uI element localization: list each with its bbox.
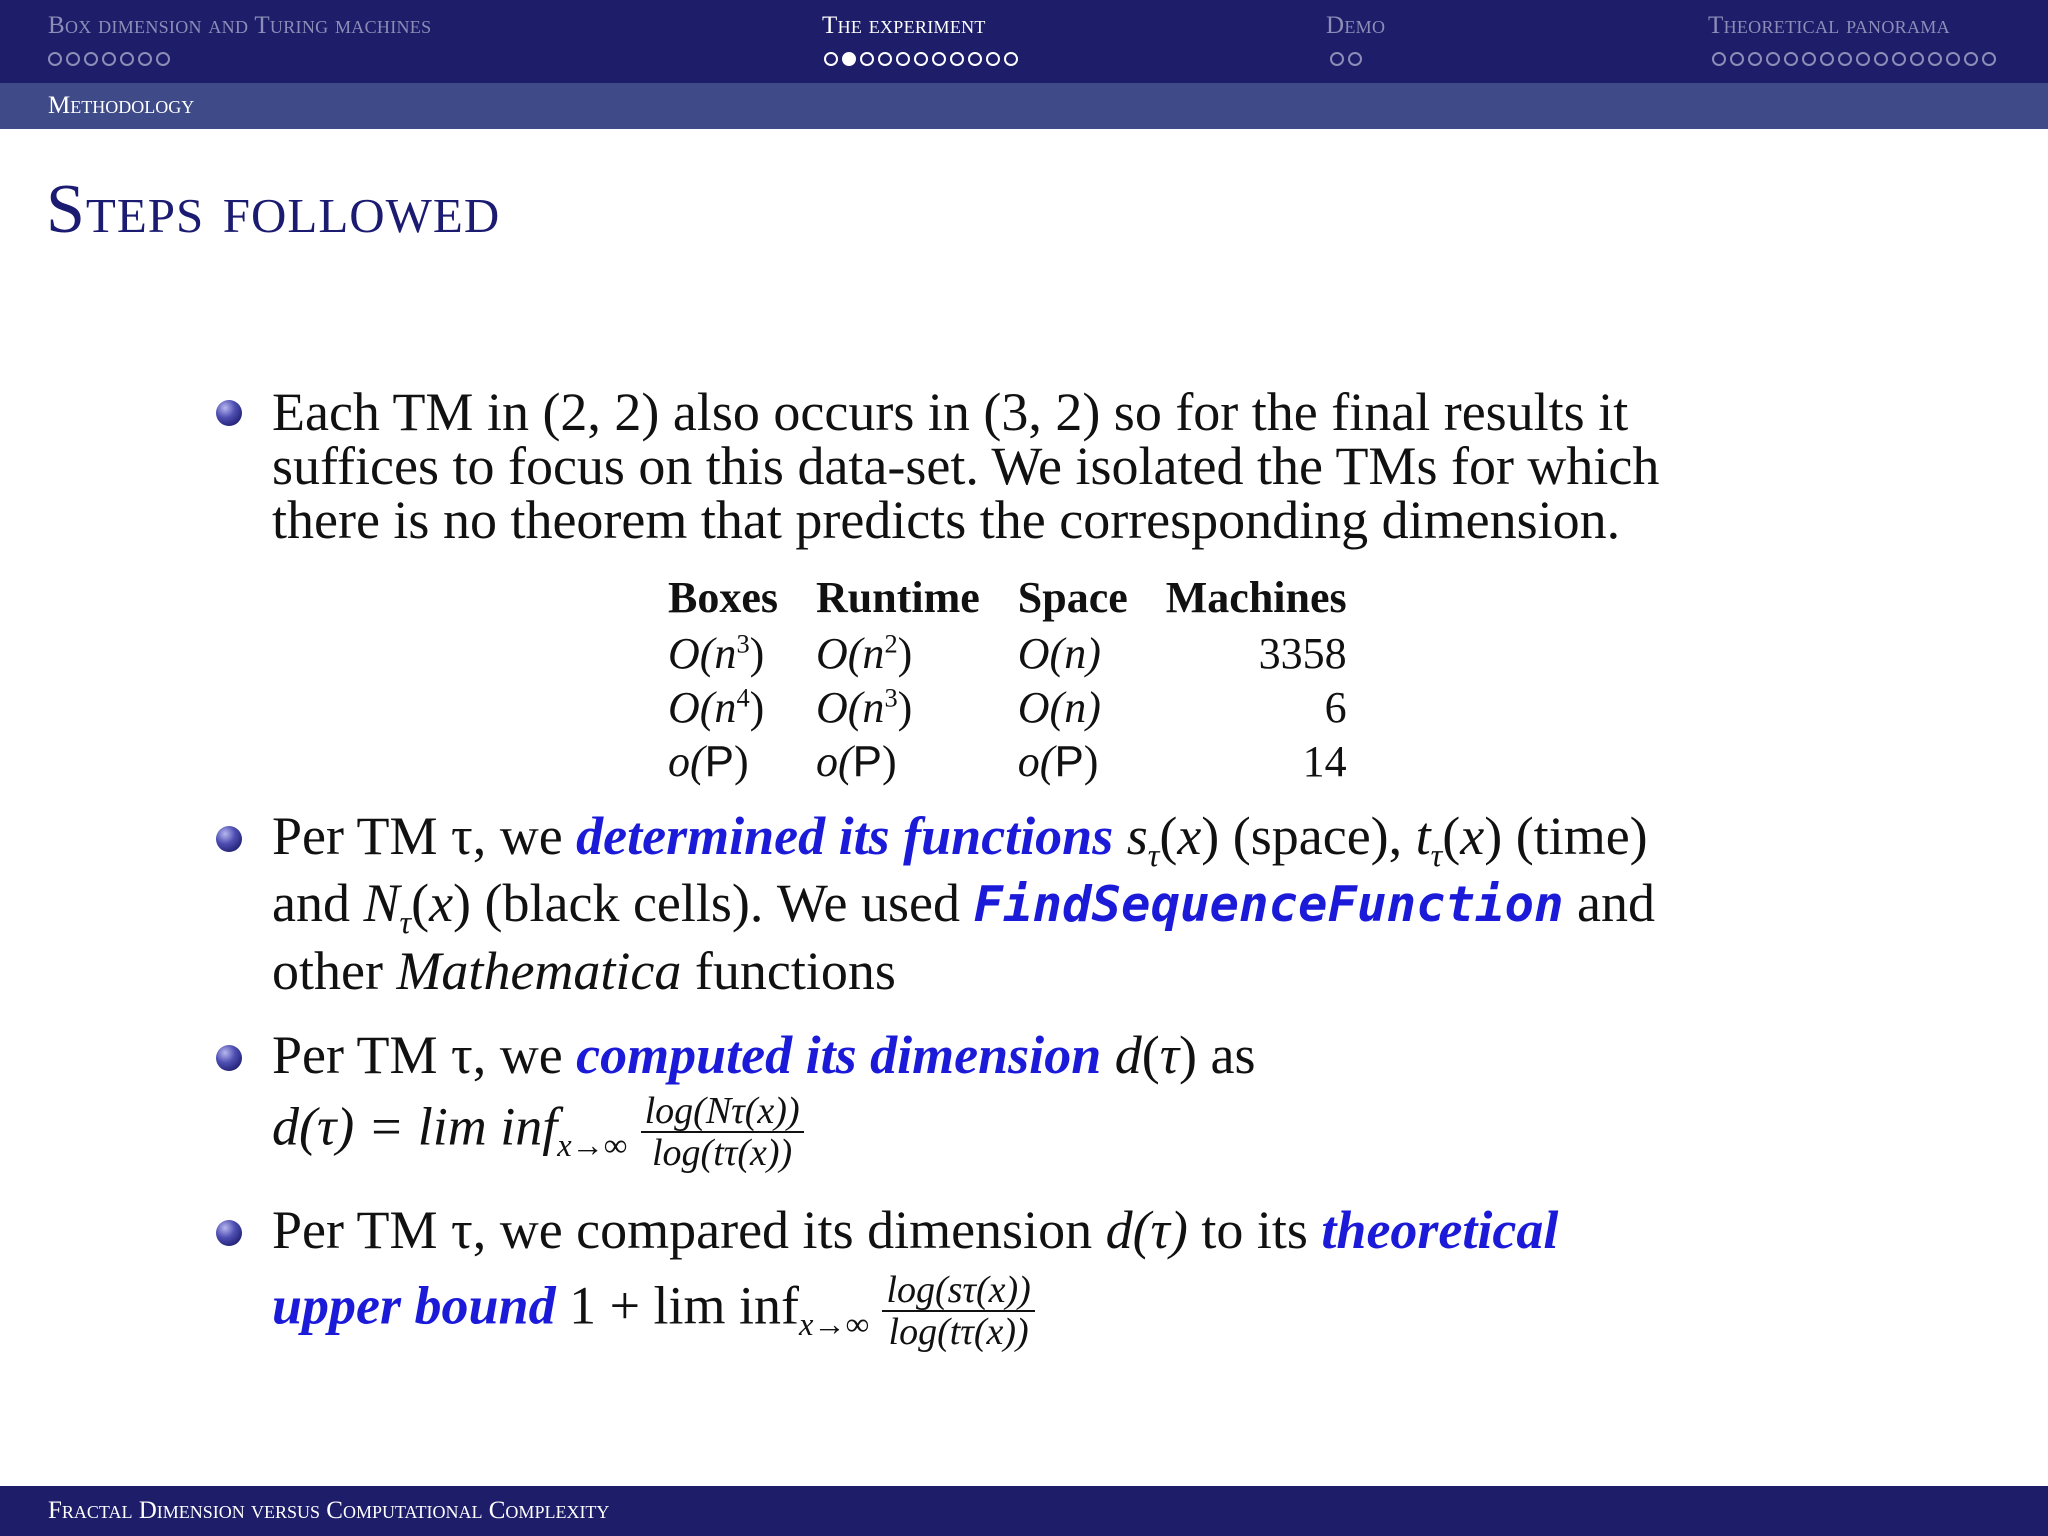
fraction: $\frac{\log(s\tau(x))}{\log(t\tau(x))}$ [882,1270,1034,1352]
cell-runtime: $O(n^2)$ [816,627,913,678]
bullet-4-line-2: upper bound 1 + lim inf$_{x\to\infty}$ $\frac{\log(s\tau(x))}{\log(t\tau(x))}$ [272,1270,1558,1352]
nav-dot[interactable] [1946,52,1960,66]
bullet-2-text [272,803,1655,1005]
nav-dot[interactable] [1730,52,1744,66]
nav-dots-experiment[interactable] [824,52,1018,66]
cell-space: O(n) [1017,628,1101,678]
nav-dot[interactable] [1748,52,1762,66]
nav-dot[interactable] [1910,52,1924,66]
cell-runtime: $O(n^3)$ [816,681,913,732]
nav-section-theoretical-panorama[interactable]: Theoretical panorama [1708,12,1950,39]
code-find-sequence-function: FindSequenceFunction [973,876,1564,933]
nav-dots-box-dimension[interactable] [48,52,170,66]
nav-section-box-dimension[interactable]: Box dimension and Turing machines [48,12,432,39]
nav-dot[interactable] [896,52,910,66]
nav-dot[interactable] [914,52,928,66]
bullet-2-line-3: other Mathematica functions [272,941,896,1001]
nav-dot[interactable] [878,52,892,66]
bullet-4-line-1: Per TM τ, we compared its dimension d(τ) to its theoretical [272,1200,1559,1260]
nav-dot[interactable] [1964,52,1978,66]
footer-bar [0,1486,2048,1536]
column-header-machines: Machines [1165,572,1347,622]
nav-section-experiment[interactable]: The experiment [822,12,986,39]
bullet-2-line-1: Per TM τ, we determined its functions $s_\tau(x)$ (space), $t_\tau(x)$ (time) [272,806,1648,874]
table-row [656,680,1373,734]
frame-title: Steps followed [46,171,501,248]
bullet-1-line-3: there is no theorem that predicts the corresponding dimension. [272,490,1621,550]
nav-dot[interactable] [842,52,856,66]
cell-boxes: $O(n^4)$ [668,681,765,732]
machines-table [656,568,1373,788]
nav-dot[interactable] [84,52,98,66]
nav-section-demo[interactable]: Demo [1326,12,1386,39]
nav-dot[interactable] [950,52,964,66]
footer-title: Fractal Dimension versus Computational Complexity [48,1497,610,1524]
bullet-3-formula: d(τ) = lim inf$_{x\to\infty}$ $\frac{\log(N\tau(x))}{\log(t\tau(x))}$ [272,1091,1256,1173]
bullet-1-line-2: suffices to focus on this data-set. We isolated the TMs for which [272,436,1660,496]
nav-dot[interactable] [138,52,152,66]
bullet-icon [216,826,242,852]
table-header-row [656,568,1373,626]
bullet-4-text [272,1197,1558,1352]
nav-dot[interactable] [48,52,62,66]
cell-runtime: o(P) [816,736,897,786]
cell-machines: 6 [1324,682,1347,732]
nav-dot[interactable] [1856,52,1870,66]
nav-dot[interactable] [1766,52,1780,66]
cell-machines: 14 [1302,736,1347,786]
bullet-1-text [272,382,1660,550]
nav-dot[interactable] [1348,52,1362,66]
nav-dot[interactable] [102,52,116,66]
nav-dot[interactable] [1330,52,1344,66]
bullet-2-line-2: and $N_\tau(x)$ (black cells). We used FindSequenceFunction and [272,873,1655,941]
emphasis-text: upper bound [272,1275,556,1336]
navigation-bar [0,0,2048,83]
nav-dot[interactable] [1820,52,1834,66]
fraction: $\frac{\log(N\tau(x))}{\log(t\tau(x))}$ [641,1091,804,1173]
nav-dot[interactable] [824,52,838,66]
subsection-label[interactable]: Methodology [48,92,195,119]
nav-dot[interactable] [1712,52,1726,66]
nav-dot[interactable] [1838,52,1852,66]
table-row [656,734,1373,788]
nav-dot[interactable] [1874,52,1888,66]
bullet-icon [216,400,242,426]
nav-dots-theoretical-panorama[interactable] [1712,52,1996,66]
nav-dot[interactable] [932,52,946,66]
emphasis-text: computed its dimension [576,1025,1102,1085]
bullet-1-line-1: Each TM in (2, 2) also occurs in (3, 2) so for the final results it [272,382,1629,442]
nav-dot[interactable] [1004,52,1018,66]
emphasis-text: determined its functions [576,806,1114,866]
nav-dot[interactable] [66,52,80,66]
cell-boxes: o(P) [668,736,749,786]
nav-dot[interactable] [860,52,874,66]
cell-boxes: $O(n^3)$ [668,627,765,678]
emphasis-text: theoretical [1321,1200,1559,1260]
nav-dot[interactable] [986,52,1000,66]
bullet-3-text [272,1022,1256,1173]
nav-dot[interactable] [1928,52,1942,66]
nav-dot[interactable] [1802,52,1816,66]
table-row [656,626,1373,680]
subsection-bar [0,83,2048,129]
column-header-runtime: Runtime [816,572,980,622]
nav-dot[interactable] [968,52,982,66]
nav-dot[interactable] [120,52,134,66]
nav-dot[interactable] [1982,52,1996,66]
cell-machines: 3358 [1258,628,1347,678]
column-header-boxes: Boxes [668,572,778,622]
bullet-icon [216,1220,242,1246]
nav-dot[interactable] [1892,52,1906,66]
bullet-icon [216,1045,242,1071]
nav-dot[interactable] [156,52,170,66]
cell-space: O(n) [1017,682,1101,732]
column-header-space: Space [1017,572,1128,622]
nav-dot[interactable] [1784,52,1798,66]
bullet-3-line-1: Per TM τ, we computed its dimension d(τ) as [272,1025,1256,1085]
cell-space: o(P) [1017,736,1099,786]
nav-dots-demo[interactable] [1330,52,1362,66]
